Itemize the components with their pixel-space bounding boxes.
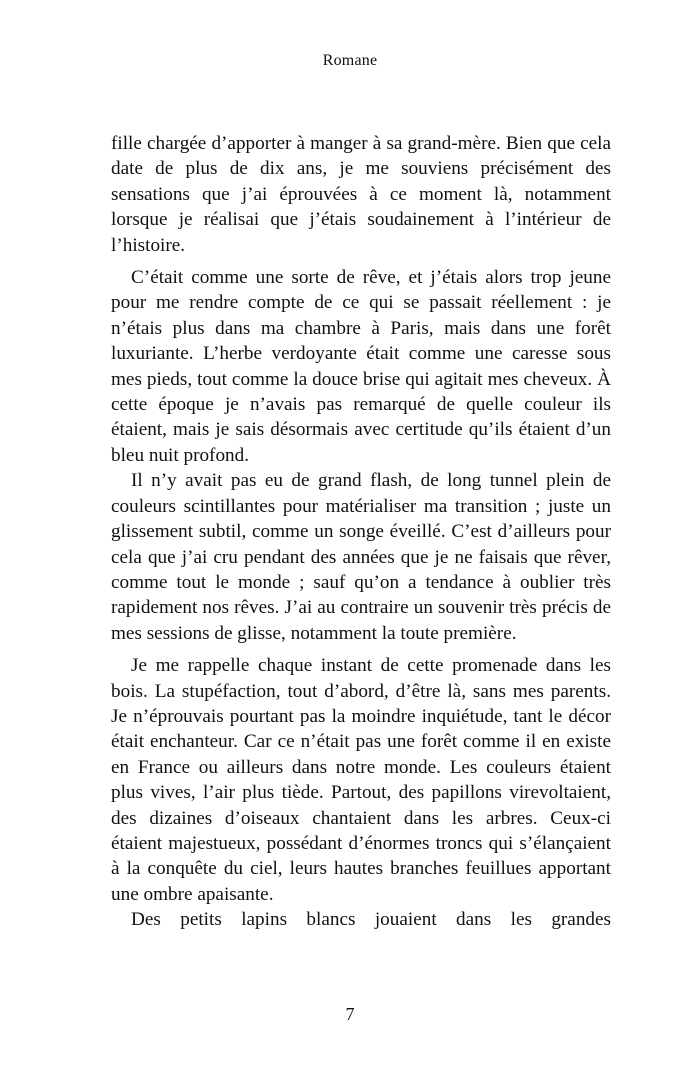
paragraph-1: fille chargée d’apporter à manger à sa grand-mère. Bien que cela date de plus de dix ans, je me souviens précisément des sensations que j’ai éprouvées à ce moment là, notamment lorsque je réalisai que j’étais soudainement à l’intérieur de l’histoire. [111,133,611,256]
page-number: 7 [345,1004,355,1024]
paragraph-2: C’était comme une sorte de rêve, et j’étais alors trop jeune pour me rendre compte de ce qui se passait réellement : je n’étais plus dans ma chambre à Paris, mais dans une forêt luxuriante. L’herbe verdoyante était comme une caresse sous mes pieds, tout comme la douce brise qui agitait mes cheveux. À cette époque je n’avais pas remarqué de quelle couleur ils étaient, mais je sais désormais avec certitude qu’ils étaient d’un bleu nuit profond. [111,267,611,466]
running-header: Romane [322,52,378,69]
body-text [111,131,611,933]
paragraph-4: Je me rappelle chaque instant de cette promenade dans les bois. La stupéfaction, tout d’abord, d’être là, sans mes parents. Je n’éprouvais pourtant pas la moindre inquiétude, tant le décor était enchanteur. Car ce n’était pas une forêt comme il en existe en France ou ailleurs dans notre monde. Les couleurs étaient plus vives, l’air plus tiède. Partout, des papillons virevoltaient, des dizaines d’oiseaux chantaient dans les arbres. Ceux-ci étaient majestueux, possédant d’énormes troncs qui s’élançaient à la conquête du ciel, leurs hautes branches feuillues apportant une ombre apaisante. [111,655,611,905]
paragraph-5: Des petits lapins blancs jouaient dans les grandes [131,909,611,931]
paragraph-3: Il n’y avait pas eu de grand flash, de long tunnel plein de couleurs scintillantes pour matérialiser ma transition ; juste un glissement subtil, comme un songe éveillé. C’est d’ailleurs pour cela que j’ai cru pendant des années que je ne faisais que rêver, comme tout le monde ; sauf qu’on a tendance à oublier très rapidement nos rêves. J’ai au contraire un souvenir très précis de mes sessions de glisse, notamment la toute première. [111,470,611,644]
